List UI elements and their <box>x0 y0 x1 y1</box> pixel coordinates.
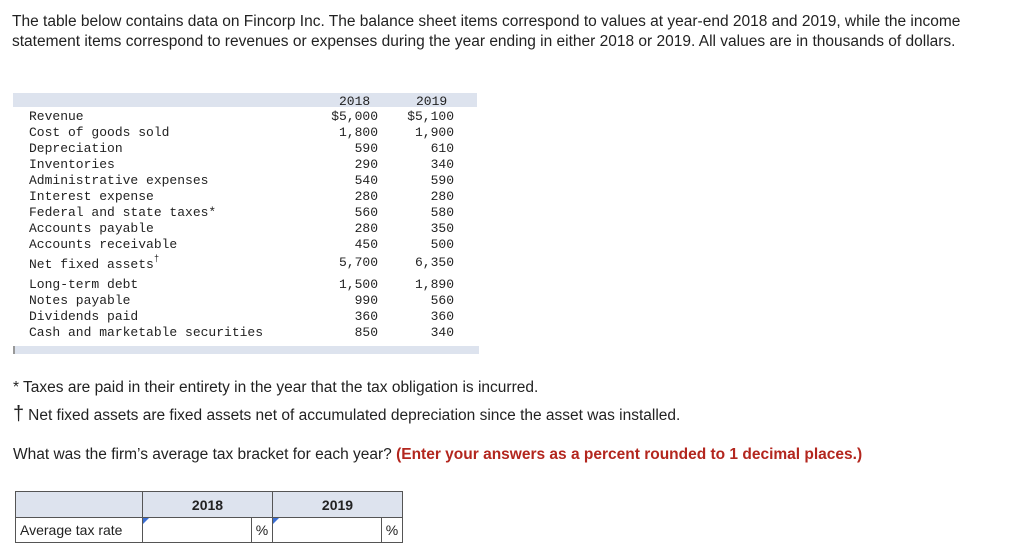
column-header-2018: 2018 <box>339 94 371 109</box>
tax-rate-2018-input[interactable] <box>143 520 251 540</box>
answer-header-2019: 2019 <box>273 492 403 518</box>
dagger-footnote-mark: † <box>153 254 160 264</box>
table-row: Cash and marketable securities 850 340 <box>29 325 454 340</box>
percent-unit-2019: % <box>382 518 403 543</box>
dagger-mark: † <box>13 403 25 425</box>
answer-instruction: (Enter your answers as a percent rounded to 1 decimal places.) <box>396 446 863 463</box>
average-tax-rate-label: Average tax rate <box>16 518 143 543</box>
table-row: Accounts receivable 450 500 <box>29 237 454 252</box>
answer-table <box>15 491 403 543</box>
percent-unit-2018: % <box>252 518 273 543</box>
table-row: Federal and state taxes* 560 580 <box>29 205 454 220</box>
table-row: Accounts payable 280 350 <box>29 221 454 236</box>
table-row: Revenue $5,000 $5,100 <box>29 109 454 124</box>
table-row: Long-term debt 1,500 1,890 <box>29 277 454 292</box>
answer-header-2018: 2018 <box>143 492 273 518</box>
tax-footnote: * Taxes are paid in their entirety in the year that the tax obligation is incurred. <box>13 379 539 396</box>
table-header-band <box>13 93 477 107</box>
table-row: Depreciation 590 610 <box>29 141 454 156</box>
table-row: Interest expense 280 280 <box>29 189 454 204</box>
question-text: What was the firm’s average tax bracket for each year? (Enter your answers as a percent rounded to 1 decimal places.) <box>13 446 863 463</box>
table-row: Notes payable 990 560 <box>29 293 454 308</box>
asset-footnote: † Net fixed assets are fixed assets net of accumulated depreciation since the asset was installed. <box>13 403 681 425</box>
table-row: Net fixed assets† 5,700 6,350 <box>29 254 454 272</box>
table-footer-band <box>13 346 479 354</box>
input-marker-icon <box>143 518 149 524</box>
input-marker-icon <box>273 518 279 524</box>
tax-rate-2019-input[interactable] <box>273 520 381 540</box>
tax-rate-2019-cell <box>273 518 382 543</box>
problem-intro: The table below contains data on Fincorp Inc. The balance sheet items correspond to values at year-end 2018 and 2019, while the income statement items correspond to revenues or expenses during the year ending in either 2018 or 2019. All values are in thousands of dollars. <box>12 13 961 50</box>
table-row: Administrative expenses 540 590 <box>29 173 454 188</box>
table-row: Dividends paid 360 360 <box>29 309 454 324</box>
tax-rate-2018-cell <box>143 518 252 543</box>
column-header-2019: 2019 <box>416 94 448 109</box>
table-row: Cost of goods sold 1,800 1,900 <box>29 125 454 140</box>
table-row: Inventories 290 340 <box>29 157 454 172</box>
